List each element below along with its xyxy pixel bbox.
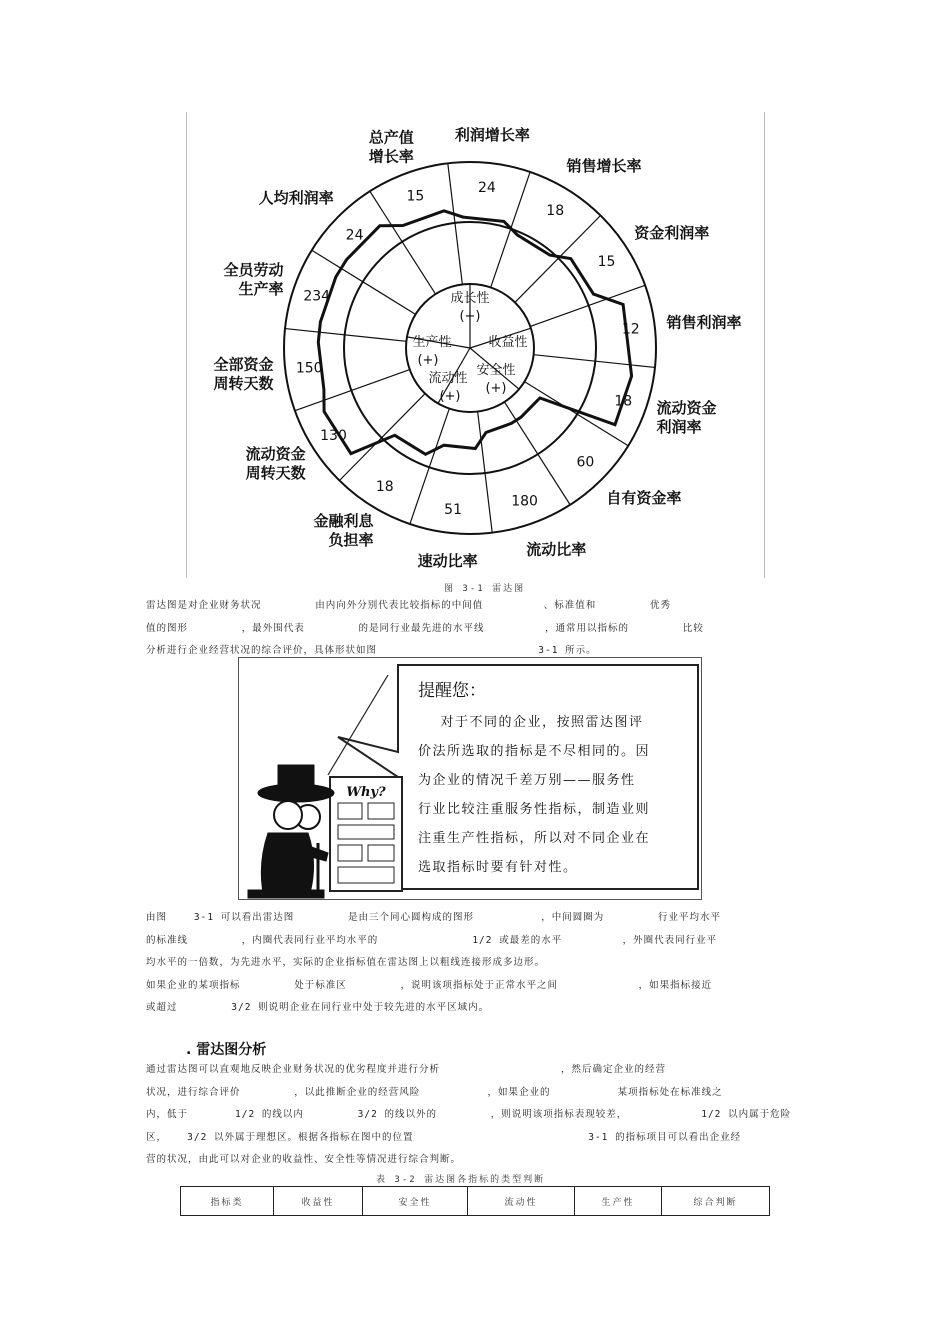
indicator-name: 销售利润率 — [666, 313, 742, 332]
board-text: Why? — [346, 785, 386, 800]
indicator-name: 流动比率 — [526, 540, 587, 559]
indicator-value: 60 — [576, 454, 595, 471]
why-board — [330, 777, 402, 891]
indicator-value: 130 — [320, 428, 347, 445]
figure-caption: 图 3-1 雷达图 — [444, 584, 526, 594]
indicator-name: 人均利润率 — [258, 188, 334, 207]
paragraph-3 — [146, 1059, 796, 1172]
section-heading: . 雷达图分析 — [186, 1042, 267, 1058]
paragraph-2 — [146, 907, 796, 1020]
sector-spoke — [530, 285, 645, 326]
indicator-name: 金融利息负担率 — [313, 512, 374, 549]
paragraph-3-line: 通过雷达图可以直观地反映企业财务状况的优劣程度并进行分析 ，然后确定企业的经营 — [146, 1064, 666, 1075]
radar-chart-svg — [186, 112, 766, 578]
reminder-title: 提醒您： — [418, 681, 486, 701]
indicator-value: 51 — [444, 502, 463, 519]
indicator-table — [180, 1186, 770, 1216]
paragraph-2-line: 均水平的一倍数，为先进水平，实际的企业指标值在雷达图上以粗线连接形成多边形。 — [146, 957, 546, 968]
table-header-cell: 指标类 — [181, 1187, 274, 1216]
reminder-line: 为企业的情况千差万别——服务性 — [418, 773, 636, 788]
indicator-value: 15 — [406, 188, 425, 205]
indicator-value: 18 — [375, 478, 394, 495]
center-label-liquidity: 流动性 — [428, 371, 468, 386]
indicator-value: 24 — [477, 179, 496, 196]
paragraph-2-line: 或超过 3/2 则说明企业在同行业中处于较先进的水平区域内。 — [146, 1002, 490, 1013]
indicator-name: 流动资金周转天数 — [245, 445, 306, 483]
radar-chart-figure — [186, 112, 766, 578]
indicator-name: 利润增长率 — [454, 126, 530, 145]
reminder-line: 行业比较注重服务性指标，制造业则 — [418, 802, 651, 817]
paragraph-3-line: 状况，进行综合评价 ，以此推断企业的经营风险 ，如果企业的 某项指标处在标准线之 — [146, 1086, 723, 1098]
center-label-liquidity-sign: (+) — [439, 389, 461, 404]
indicator-value: 24 — [345, 227, 364, 244]
table-caption: 表 3-2 雷达图各指标的类型判断 — [376, 1175, 546, 1185]
table-header-cell: 收益性 — [274, 1187, 363, 1216]
indicator-value: 15 — [597, 253, 616, 270]
reminder-line: 价法所选取的指标是不尽相同的。因 — [418, 744, 651, 759]
indicator-name: 全部资金周转天数 — [213, 355, 274, 393]
table-header-cell: 综合判断 — [662, 1187, 770, 1216]
table-header-row — [181, 1187, 770, 1216]
indicator-name: 速动比率 — [417, 551, 478, 570]
sector-spoke — [339, 394, 425, 481]
paragraph-2-line: 的标准线 ，内圈代表同行业平均水平的 1/2 或最差的水平 ，外圈代表同行业平 — [146, 934, 718, 946]
paragraph-1-line: 雷达图是对企业财务状况 由内向外分别代表比较指标的中间值 、标准值和 优秀 — [146, 600, 671, 611]
center-label-growth-sign: (+) — [459, 309, 481, 324]
sector-spoke — [370, 188, 436, 294]
table-header-cell: 生产性 — [575, 1187, 662, 1216]
paragraph-2-line: 由图 3-1 可以看出雷达图 是由三个同心圆构成的图形 ，中间圆圈为 行业平均水平 — [146, 912, 721, 923]
paragraph-1-line: 分析进行企业经营状况的综合评价，具体形状如图 3-1 所示。 — [146, 645, 597, 656]
center-label-profitability: 收益性 — [488, 335, 528, 350]
indicator-name: 销售增长率 — [566, 157, 642, 175]
indicator-name: 资金利润率 — [634, 223, 710, 242]
indicator-value: 234 — [303, 288, 331, 305]
center-label-growth: 成长性 — [450, 291, 490, 306]
sector-spoke — [504, 402, 570, 505]
sector-spoke — [524, 382, 628, 446]
paragraph-3-line: 营的状况，由此可以对企业的收益性、安全性等情况进行综合判断。 — [146, 1154, 462, 1165]
indicator-value: 18 — [614, 393, 633, 410]
center-label-safety: 安全性 — [476, 363, 516, 378]
reminder-line: 注重生产性指标，所以对不同企业在 — [418, 831, 651, 846]
indicator-value: 150 — [295, 360, 323, 377]
table-header-cell: 流动性 — [468, 1187, 575, 1216]
indicator-name: 流动资金利润率 — [656, 399, 717, 437]
center-label-productivity-sign: (+) — [417, 353, 439, 368]
paragraph-2-line: 如果企业的某项指标 处于标准区 ，说明该项指标处于正常水平之间 ，如果指标接近 — [146, 979, 713, 991]
reminder-line: 选取指标时要有针对性。 — [418, 860, 578, 875]
indicator-name: 自有资金率 — [606, 489, 682, 508]
paragraph-3-line: 内，低于 1/2 的线以内 3/2 的线以外的 ，则说明该项指标表现较差， 1/2 以内属于危险 — [146, 1109, 792, 1120]
indicator-value: 180 — [511, 493, 538, 510]
table-header-cell: 安全性 — [363, 1187, 468, 1216]
center-label-productivity: 生产性 — [412, 335, 452, 350]
reminder-line: 对于不同的企业，按照雷达图评 — [418, 715, 644, 730]
indicator-name: 全员劳动生产率 — [223, 260, 284, 298]
indicator-value: 12 — [621, 321, 640, 338]
paragraph-1-line: 值的图形 ，最外围代表 的是同行业最先进的水平线 ，通常用以指标的 比较 — [146, 622, 704, 634]
center-label-safety-sign: (+) — [485, 381, 507, 396]
paragraph-1 — [146, 595, 796, 663]
sector-spoke — [515, 215, 601, 302]
indicator-name: 总产值增长率 — [368, 128, 414, 166]
paragraph-3-line: 区， 3/2 以外属于理想区。根据各指标在图中的位置 3-1 的指标项目可以看出企业经 — [146, 1131, 742, 1143]
indicator-value: 18 — [546, 203, 565, 220]
